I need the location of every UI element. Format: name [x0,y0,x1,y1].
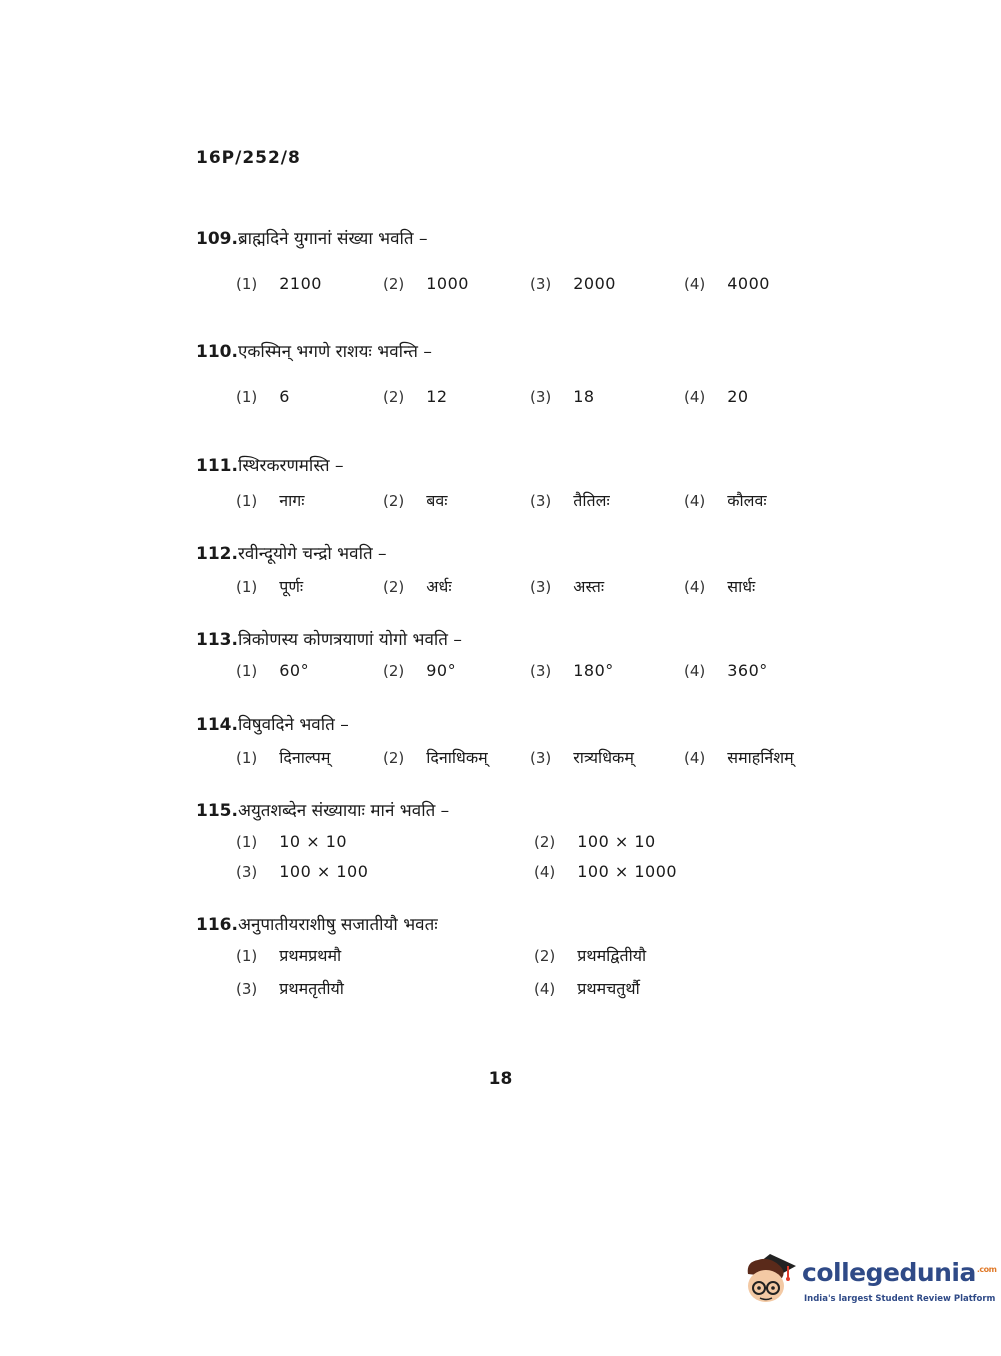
option-number: (2) [383,749,405,767]
option-1 [236,661,309,680]
question-stem [196,453,916,476]
question-number: 111. [196,456,238,476]
option-text: 2100 [279,274,322,293]
collegedunia-logo [740,1248,997,1318]
option-text: प्रथमतृतीयौ [279,979,344,998]
option-1 [236,489,305,511]
option-4 [684,489,767,511]
option-number: (1) [236,388,258,406]
options-row [236,575,856,605]
option-3 [530,575,604,597]
option-number: (1) [236,662,258,680]
option-text: 2000 [573,274,616,293]
option-text: 100 × 1000 [577,862,678,881]
option-number: (3) [530,749,552,767]
option-2 [383,746,488,768]
option-3 [236,977,344,999]
question-number: 110. [196,342,238,362]
option-1 [236,387,290,406]
option-3 [236,862,368,881]
option-4 [684,575,755,597]
option-text: 1000 [426,274,469,293]
options-row [236,832,856,862]
option-number: (3) [236,980,258,998]
option-1 [236,575,303,597]
option-4 [534,862,677,881]
question-text: अयुतशब्देन संख्यायाः मानं भवति – [237,801,450,821]
option-number: (1) [236,749,258,767]
question-114 [196,712,916,767]
question-111 [196,453,916,510]
option-number: (1) [236,947,258,965]
paper-code: 16P/252/8 [196,148,301,168]
option-3 [530,387,595,406]
question-stem [196,912,916,935]
option-text: बवः [426,491,448,510]
option-number: (3) [236,863,258,881]
option-number: (2) [383,662,405,680]
option-text: रात्र्यधिकम् [573,748,634,767]
question-number: 114. [196,715,238,735]
option-4 [684,746,794,768]
option-4 [684,661,768,680]
option-number: (3) [530,275,552,293]
option-2 [534,832,656,851]
question-stem [196,627,916,650]
option-number: (2) [383,388,405,406]
option-number: (1) [236,492,258,510]
options-row [236,274,856,304]
option-text: 10 × 10 [279,832,348,851]
option-text: 12 [426,387,448,406]
option-4 [684,387,749,406]
option-number: (4) [684,492,706,510]
option-number: (2) [383,492,405,510]
question-stem [196,541,916,564]
question-110 [196,339,916,406]
option-text: दिनाल्पम् [279,748,331,767]
option-1 [236,832,347,851]
option-number: (1) [236,275,258,293]
question-number: 115. [196,801,238,821]
option-3 [530,661,614,680]
option-text: 18 [573,387,595,406]
option-text: 20 [727,387,749,406]
option-number: (2) [383,275,405,293]
option-text: अस्तः [573,577,605,596]
option-1 [236,746,330,768]
options-row [236,977,856,1007]
option-number: (4) [534,980,556,998]
option-text: 60° [279,661,310,680]
question-text: अनुपातीयराशीषु सजातीयौ भवतः [237,915,438,935]
question-stem [196,339,916,362]
option-2 [383,575,452,597]
question-number: 113. [196,630,238,650]
option-number: (3) [530,578,552,596]
option-number: (2) [534,947,556,965]
option-2 [383,274,469,293]
option-text: दिनाधिकम् [426,748,488,767]
option-text: तैतिलः [573,491,610,510]
question-number: 112. [196,544,238,564]
option-text: 6 [279,387,290,406]
option-number: (4) [684,662,706,680]
option-number: (3) [530,388,552,406]
question-109 [196,226,916,293]
option-number: (4) [684,749,706,767]
option-number: (2) [383,578,405,596]
option-2 [383,387,448,406]
option-3 [530,746,634,768]
question-stem [196,798,916,821]
option-number: (3) [530,662,552,680]
option-2 [534,944,646,966]
option-number: (4) [684,578,706,596]
option-text: 90° [426,661,457,680]
options-row [236,387,856,417]
option-text: कौलवः [727,491,767,510]
brand-suffix: .com [976,1264,997,1274]
options-row [236,489,856,519]
question-number: 116. [196,915,238,935]
question-113 [196,627,916,680]
option-text: 100 × 100 [279,862,369,881]
options-row [236,944,856,974]
option-3 [530,274,616,293]
question-text: विषुवदिने भवति – [237,715,349,735]
question-text: ब्राह्मदिने युगानां संख्या भवति – [237,229,428,249]
question-text: त्रिकोणस्य कोणत्रयाणां योगो भवति – [237,630,462,650]
option-text: प्रथमचतुर्थौ [577,979,640,998]
option-number: (2) [534,833,556,851]
option-text: नागः [279,491,305,510]
brand-name [802,1258,997,1287]
option-number: (4) [684,388,706,406]
question-stem [196,712,916,735]
question-116 [196,912,916,998]
question-text: एकस्मिन् भगणे राशयः भवन्ति – [237,342,432,362]
options-row [236,862,856,892]
cartoon-student-icon [740,1248,800,1310]
option-text: 180° [573,661,614,680]
option-text: प्रथमद्वितीयौ [577,946,647,965]
option-2 [383,661,456,680]
option-number: (1) [236,833,258,851]
option-number: (3) [530,492,552,510]
option-text: 100 × 10 [577,832,656,851]
options-row [236,661,856,691]
option-text: समाहर्निशम् [727,748,794,767]
page-number: 18 [488,1069,513,1089]
option-3 [530,489,610,511]
question-text: रवीन्दूयोगे चन्द्रो भवति – [237,544,387,564]
option-number: (1) [236,578,258,596]
brand-tagline: India's largest Student Review Platform [804,1294,996,1304]
question-text: स्थिरकरणमस्ति – [237,456,344,476]
option-text: सार्धः [727,577,756,596]
option-number: (4) [534,863,556,881]
question-115 [196,798,916,881]
brand-text: collegedunia [802,1258,976,1287]
option-1 [236,944,341,966]
option-text: अर्धः [426,577,452,596]
question-112 [196,541,916,596]
option-text: पूर्णः [279,577,304,596]
question-stem [196,226,916,249]
option-text: 360° [727,661,768,680]
option-4 [684,274,770,293]
option-text: 4000 [727,274,770,293]
option-4 [534,977,640,999]
option-2 [383,489,448,511]
options-row [236,746,856,776]
question-number: 109. [196,229,238,249]
option-number: (4) [684,275,706,293]
option-1 [236,274,322,293]
option-text: प्रथमप्रथमौ [279,946,342,965]
